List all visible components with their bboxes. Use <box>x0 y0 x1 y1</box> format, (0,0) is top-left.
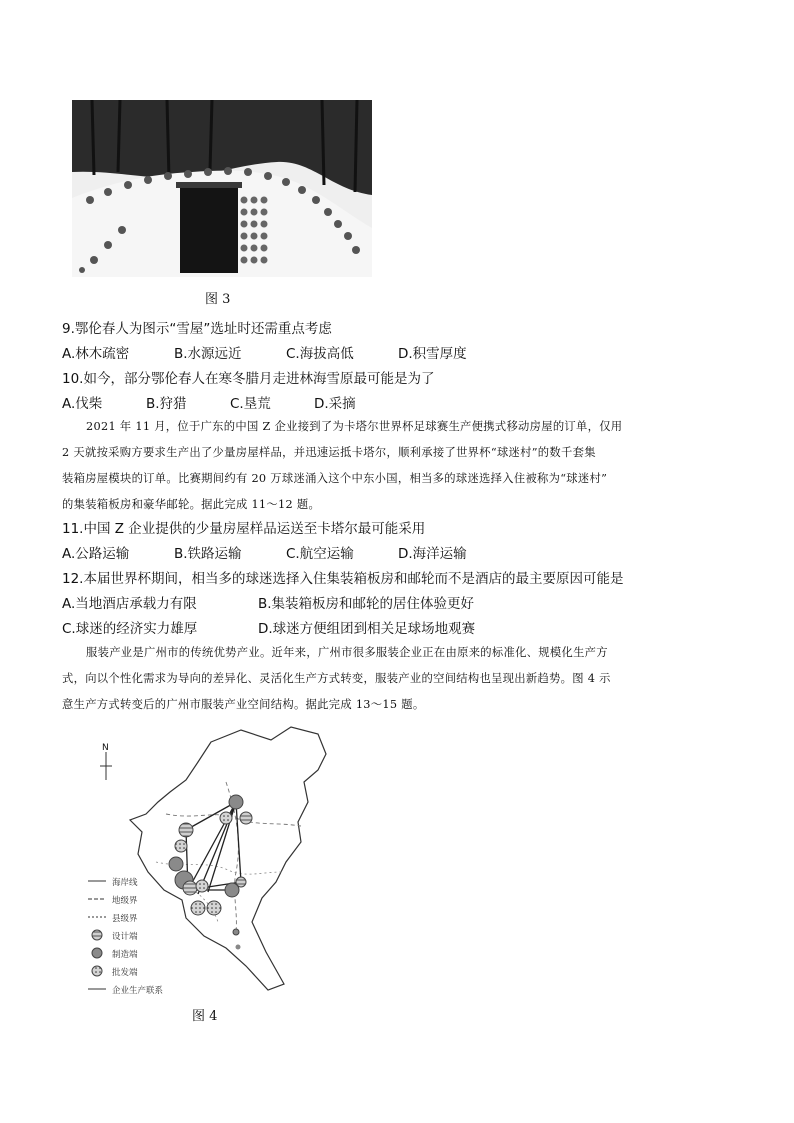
passage-line: 服装产业是广州市的传统优势产业。近年来，广州市很多服装企业正在由原来的标准化、规模化生产方 <box>86 646 608 659</box>
passage-line: 意生产方式转变后的广州市服装产业空间结构。据此完成 13～15 题。 <box>62 698 425 711</box>
north-arrow-label: N <box>102 743 109 753</box>
q12-stem: 12.本届世界杯期间，相当多的球迷选择入住集装箱板房和邮轮而不是酒店的最主要原因可能是 <box>62 571 624 587</box>
q11-option-d: D.海洋运输 <box>398 546 467 562</box>
legend-coastline: 海岸线 <box>112 878 138 888</box>
passage-line: 2021 年 11 月，位于广东的中国 Z 企业接到了为卡塔尔世界杯足球赛生产便携式移动房屋的订单，仅用 <box>86 420 623 433</box>
q9-option-b: B.水源远近 <box>174 346 242 362</box>
q12-option-d: D.球迷方便组团到相关足球场地观赛 <box>258 621 476 637</box>
legend-production-linkage: 企业生产联系 <box>112 986 164 996</box>
q9-options <box>62 345 542 363</box>
passage-garment <box>62 640 738 718</box>
q11-options <box>62 545 542 563</box>
q10-option-c: C.垦荒 <box>230 396 271 412</box>
snow-house-photo <box>72 100 372 277</box>
q11-stem: 11.中国 Z 企业提供的少量房屋样品运送至卡塔尔最可能采用 <box>62 521 426 537</box>
legend-design-end: 设计端 <box>112 932 138 942</box>
passage-line: 式，向以个性化需求为导向的差异化、灵活化生产方式转变，服装产业的空间结构也呈现出新趋势。图 4 示 <box>62 672 611 685</box>
q12-option-c: C.球迷的经济实力雄厚 <box>62 621 198 637</box>
passage-line: 2 天就按采购方要求生产出了少量房屋样品，并迅速运抵卡塔尔，顺利承接了世界杯“球迷村”的数千套集 <box>62 446 596 459</box>
q10-stem: 10.如今，部分鄂伦春人在寒冬腊月走进林海雪原最可能是为了 <box>62 371 435 387</box>
q9-option-c: C.海拔高低 <box>286 346 354 362</box>
passage-line: 的集装箱板房和豪华邮轮。据此完成 11～12 题。 <box>62 498 321 511</box>
figure4-caption: 图 4 <box>192 1009 218 1024</box>
passage-worldcup <box>62 414 738 518</box>
q9-option-a: A.林木疏密 <box>62 346 130 362</box>
legend-county-border: 县级界 <box>112 914 138 924</box>
q9-stem: 9.鄂伦春人为图示“雪屋”选址时还需重点考虑 <box>62 321 332 337</box>
q11-option-a: A.公路运输 <box>62 546 130 562</box>
q9-option-d: D.积雪厚度 <box>398 346 467 362</box>
figure3-caption: 图 3 <box>205 292 231 307</box>
q11-option-b: B.铁路运输 <box>174 546 242 562</box>
q10-option-b: B.狩猎 <box>146 396 187 412</box>
legend-wholesale-end: 批发端 <box>112 968 138 978</box>
passage-line: 装箱房屋模块的订单。比赛期间约有 20 万球迷涌入这个中东小国，相当多的球迷选择入住被称为“球迷村” <box>62 472 608 485</box>
q10-option-d: D.采摘 <box>314 396 356 412</box>
q10-options <box>62 395 422 413</box>
q10-option-a: A.伐柴 <box>62 396 103 412</box>
q12-option-b: B.集装箱板房和邮轮的居住体验更好 <box>258 596 475 612</box>
q12-options-row2 <box>62 620 542 638</box>
legend-prefecture-border: 地级界 <box>112 896 138 906</box>
q12-options-row1 <box>62 595 542 613</box>
q11-option-c: C.航空运输 <box>286 546 354 562</box>
q12-option-a: A.当地酒店承载力有限 <box>62 596 197 612</box>
legend-manufacturing-end: 制造端 <box>112 950 138 960</box>
